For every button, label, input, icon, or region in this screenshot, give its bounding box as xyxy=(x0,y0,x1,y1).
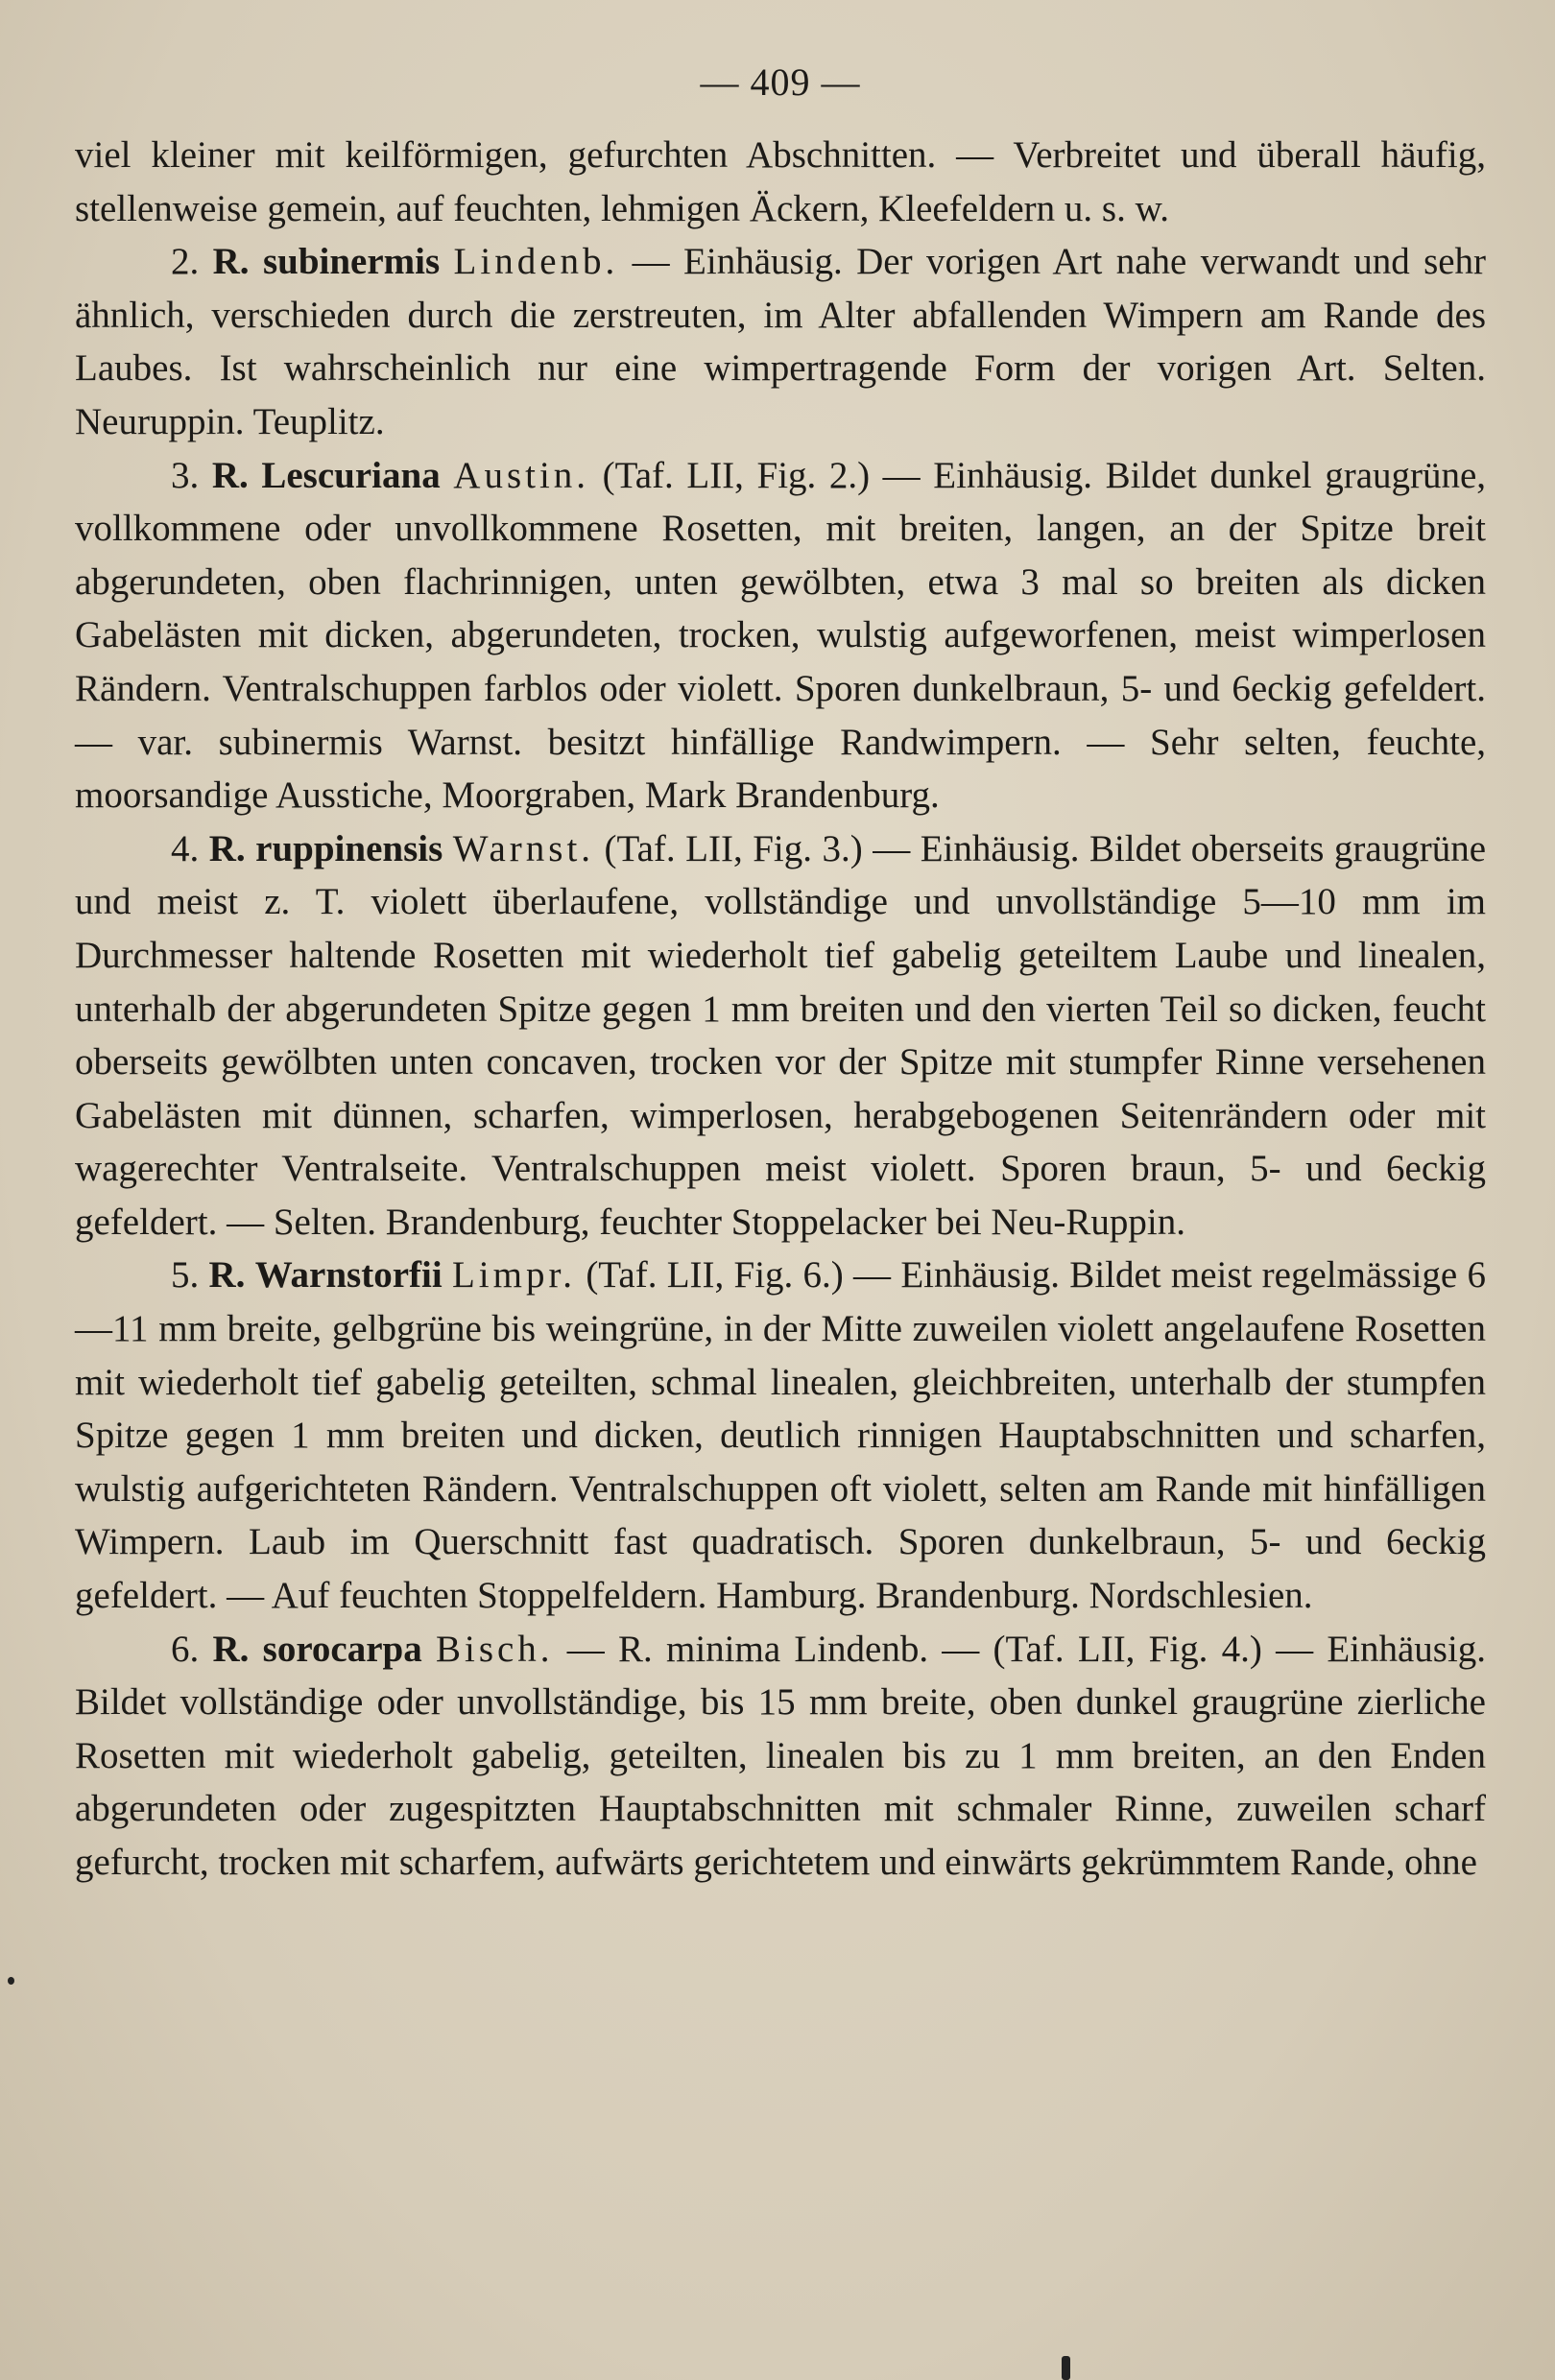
entry-text: — Einhäusig. Der vorigen Art nahe verwandt und sehr ähnlich, verschieden durch die zerstreuten, im Alter abfallenden Wimpern am Rande des Laubes. Ist wahrscheinlich nur eine wimpertragende Form der vorigen Art. Selten. Neuruppin. Teuplitz. xyxy=(75,241,1487,442)
entry-text: (Taf. LII, Fig. 6.) — Einhäusig. Bildet meist regelmässige 6—11 mm breite, gelbgrüne bis weingrüne, in der Mitte zuweilen violett angelaufene Rosetten mit wiederholt tief gabelig geteilten, schmal linealen, gleichbreiten, unterhalb der stumpfen Spitze gegen 1 mm breiten und dicken, deutlich rinnigen Hauptabschnitten und scharfen, wulstig aufgerichteten Rändern. Ventralschuppen oft violett, selten am Rande mit hinfälligen Wimpern. Laub im Querschnitt fast quadratisch. Sporen dunkelbraun, 5- und 6eckig gefeldert. — Auf feuchten Stoppelfeldern. Hamburg. Brandenburg. Nordschlesien. xyxy=(75,1254,1487,1617)
entry-number: 4. xyxy=(171,827,200,869)
entry-number: 6. xyxy=(171,1628,200,1670)
genus-abbrev: R. xyxy=(212,241,250,283)
entry-text: (Taf. LII, Fig. 2.) — Einhäusig. Bildet dunkel graugrüne, vollkommene oder unvollkommene Rosetten, mit breiten, langen, an der Spitze breit abgerundeten, oben flachrinnigen, unten gewölbten, etwa 3 mal so breiten als dicken Gabelästen mit dicken, abgerundeten, trocken, wulstig aufgeworfenen, meist wimperlosen Rändern. Ventralschuppen farblos oder violett. Sporen dunkelbraun, 5- und 6eckig gefeldert. — var. subinermis Warnst. besitzt hinfällige Randwimpern. — Sehr selten, feuchte, moorsandige Ausstiche, Moorgraben, Mark Brandenburg. xyxy=(75,454,1487,817)
genus-abbrev: R. xyxy=(208,827,246,869)
species-name: subinermis xyxy=(262,241,441,283)
species-entry-ruppinensis xyxy=(75,822,1486,1250)
entry-number: 2. xyxy=(171,241,200,283)
genus-abbrev: R. xyxy=(211,454,249,496)
author-name: Warnst. xyxy=(452,827,595,869)
entry-number: 3. xyxy=(171,454,200,496)
genus-abbrev: R. xyxy=(208,1254,246,1297)
entry-number: 5. xyxy=(171,1254,200,1297)
paragraph-text: viel kleiner mit keilförmigen, gefurchten Abschnitten. — Verbreitet und überall häufig, stellenweise gemein, auf feuchten, lehmigen Äckern, Kleefeldern u. s. w. xyxy=(75,134,1486,229)
species-name: ruppinensis xyxy=(255,827,443,869)
author-name: Limpr. xyxy=(451,1254,577,1297)
species-name: Warnstorfii xyxy=(254,1254,443,1297)
species-entry-warnstorfii xyxy=(75,1249,1486,1622)
book-page xyxy=(75,56,1486,1890)
author-name: Bisch. xyxy=(435,1628,554,1670)
page-number: — 409 — xyxy=(700,60,861,104)
ink-speck xyxy=(1062,2356,1070,2380)
author-name: Austin. xyxy=(453,454,590,496)
species-name: Lescuriana xyxy=(261,454,441,496)
ink-speck xyxy=(8,1977,14,1985)
genus-abbrev: R. xyxy=(212,1628,250,1670)
species-entry-subinermis xyxy=(75,235,1486,448)
entry-text: (Taf. LII, Fig. 3.) — Einhäusig. Bildet oberseits graugrüne und meist z. T. violett überlaufene, vollständige und unvollständige 5—10 mm im Durchmesser haltende Rosetten mit wiederholt tief gabelig geteiltem Laube und linealen, unterhalb der abgerundeten Spitze gegen 1 mm breiten und den vierten Teil so dicken, feucht oberseits gewölbten unten concaven, trocken vor der Spitze mit stumpfer Rinne versehenen Gabelästen mit dünnen, scharfen, wimperlosen, herabgebogenen Seitenrändern oder mit wagerechter Ventralseite. Ventralschuppen meist violett. Sporen braun, 5- und 6eckig gefeldert. — Selten. Brandenburg, feuchter Stoppelacker bei Neu-Ruppin. xyxy=(75,827,1487,1243)
species-entry-lescuriana xyxy=(75,449,1486,822)
species-entry-sorocarpa xyxy=(75,1623,1486,1890)
entry-text: — R. minima Lindenb. — (Taf. LII, Fig. 4.) — Einhäusig. Bildet vollständige oder unvollständige, bis 15 mm breite, oben dunkel graugrüne zierliche Rosetten mit wiederholt gabelig, geteilten, linealen bis zu 1 mm breiten, an den Enden abgerundeten oder zugespitzten Hauptabschnitten mit schmaler Rinne, zuweilen scharf gefurcht, trocken mit scharfem, aufwärts gerichtetem und einwärts gekrümmtem Rande, ohne xyxy=(75,1628,1487,1883)
paragraph-intro xyxy=(75,129,1486,235)
author-name: Lindenb. xyxy=(453,241,619,283)
species-name: sorocarpa xyxy=(262,1628,422,1670)
